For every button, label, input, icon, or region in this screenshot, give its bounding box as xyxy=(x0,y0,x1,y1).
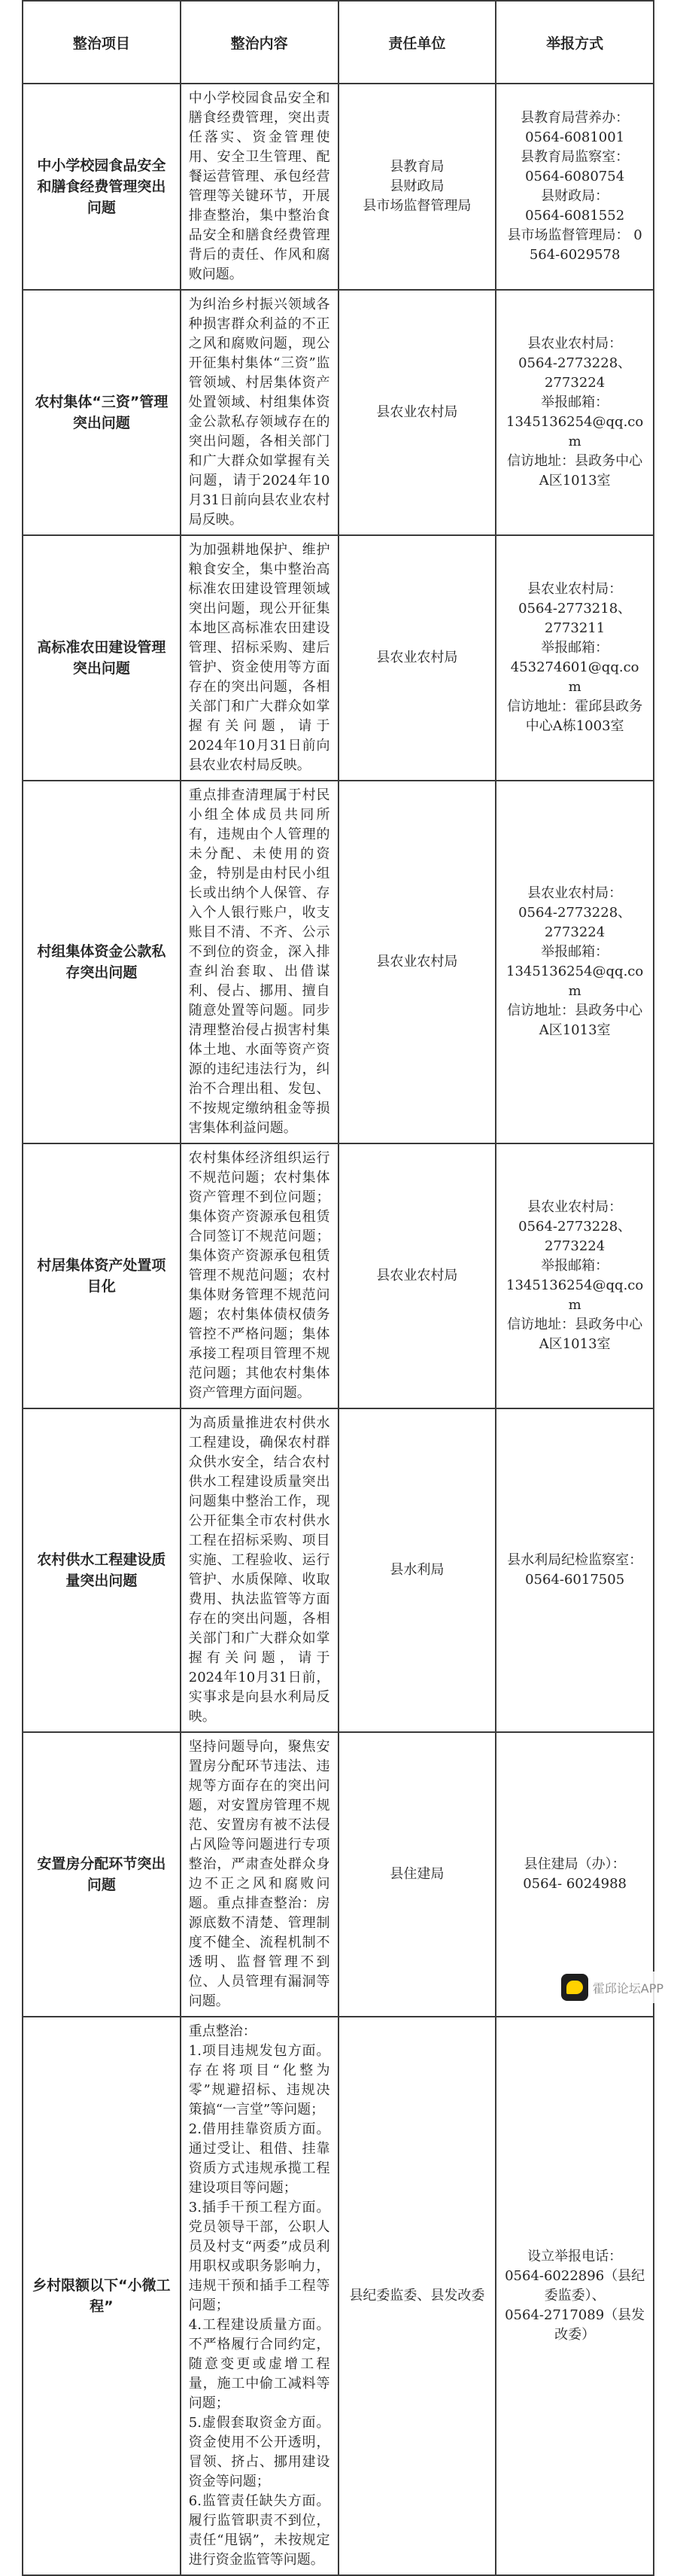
unit-line: 县农业农村局 xyxy=(376,1268,458,1283)
content-paragraph: 1.项目违规发包方面。存在将项目“化整为零”规避招标、违规决策搞“一言堂”等问题； xyxy=(188,2043,330,2118)
row-report-method xyxy=(496,2017,654,2575)
table-row xyxy=(23,535,654,781)
row-report-method xyxy=(496,781,654,1143)
unit-line: 县纪委监委、县发改委 xyxy=(349,2288,485,2303)
content-paragraph: 农村集体经济组织运行不规范问题；农村集体资产管理不到位问题；集体资产资源承包租赁合同签订不规范问题；集体资产资源承包租赁管理不规范问题；农村集体财务管理不规范问题；农村集体债权债务管控不严格问题；集体承接工程项目管理不规范问题；其他农村集体资产管理方面问题。 xyxy=(188,1150,330,1401)
report-line: 县水利局纪检监察室： xyxy=(507,1552,643,1568)
report-line: 0564-2773228、 xyxy=(518,905,632,921)
report-line: 举报邮箱： xyxy=(541,944,609,960)
report-line: 县农业农村局： xyxy=(527,336,623,352)
content-paragraph: 为加强耕地保护、维护粮食安全，集中整治高标准农田建设管理领域突出问题，现公开征集本地区高标准农田建设管理、招标采购、建后管护、资金使用等方面存在的突出问题，各相关部门和广大群众如掌握有关问题，请于2024年10月31日前向县农业农村局反映。 xyxy=(188,542,330,773)
row-item-name: 高标准农田建设管理突出问题 xyxy=(23,535,181,781)
content-paragraph: 4.工程建设质量方面。不严格履行合同约定，随意变更或虚增工程量，施工中偷工减料等问题； xyxy=(188,2317,330,2411)
row-responsible-unit xyxy=(339,781,496,1143)
report-line: 0564-2773228、 xyxy=(518,355,632,371)
row-item-name: 村组集体资金公款私存突出问题 xyxy=(23,781,181,1143)
row-item-name: 安置房分配环节突出问题 xyxy=(23,1732,181,2017)
report-line: 举报邮箱： xyxy=(541,1258,609,1274)
content-paragraph: 重点整治： xyxy=(188,2023,257,2039)
table-row xyxy=(23,290,654,535)
row-content xyxy=(181,2017,339,2575)
report-line: 0564- 6024988 xyxy=(523,1876,627,1892)
row-responsible-unit xyxy=(339,84,496,290)
row-responsible-unit xyxy=(339,535,496,781)
row-responsible-unit xyxy=(339,1408,496,1732)
row-report-method xyxy=(496,84,654,290)
unit-line: 县农业农村局 xyxy=(376,404,458,420)
report-line: 县财政局： xyxy=(541,188,609,204)
report-line: 信访地址：县政务中心A区1013室 xyxy=(507,1003,643,1038)
content-paragraph: 2.借用挂靠资质方面。通过受让、租借、挂靠资质方式违规承揽工程建设项目等问题； xyxy=(188,2121,330,2196)
report-line: 2773211 xyxy=(545,620,606,636)
report-line: 信访地址：霍邱县政务中心A栋1003室 xyxy=(507,699,643,734)
row-item-name: 乡村限额以下“小微工程” xyxy=(23,2017,181,2575)
content-paragraph: 3.插手干预工程方面。党员领导干部，公职人员及村支“两委”成员利用职权或职务影响力，违规干预和插手工程等问题； xyxy=(188,2200,330,2313)
report-line: 县教育局营养办： xyxy=(521,110,630,126)
report-line: 县市场监督管理局： 0564-6029578 xyxy=(507,227,642,263)
row-report-method xyxy=(496,290,654,535)
app-watermark xyxy=(557,1972,668,2003)
report-line: 2773224 xyxy=(545,1238,606,1254)
table-body xyxy=(23,84,654,2575)
report-line: 县教育局监察室： xyxy=(521,149,630,165)
table-row xyxy=(23,781,654,1143)
report-line: 1345136254@qq.com xyxy=(506,414,644,449)
report-line: 2773224 xyxy=(545,375,606,391)
report-line: 0564-2717089（县发改委） xyxy=(505,2307,645,2343)
unit-line: 县水利局 xyxy=(390,1562,445,1578)
report-line: 0564-6081552 xyxy=(525,208,625,224)
content-paragraph: 6.监管责任缺失方面。履行监管职责不到位，责任“甩锅”，未按规定进行资金监管等问题。 xyxy=(188,2493,330,2568)
content-paragraph: 5.虚假套取资金方面。资金使用不公开透明，冒领、挤占、挪用建设资金等问题； xyxy=(188,2415,330,2489)
report-line: 设立举报电话： xyxy=(527,2249,623,2264)
row-item-name: 中小学校园食品安全和膳食经费管理突出问题 xyxy=(23,84,181,290)
table-row xyxy=(23,1408,654,1732)
header-item: 整治项目 xyxy=(23,1,181,84)
unit-line: 县农业农村局 xyxy=(376,650,458,665)
unit-line: 县教育局 xyxy=(390,159,445,175)
row-report-method xyxy=(496,1143,654,1408)
table-row xyxy=(23,1143,654,1408)
report-line: 0564-6017505 xyxy=(525,1572,625,1588)
report-line: 信访地址：县政务中心A区1013室 xyxy=(507,1317,643,1352)
row-content xyxy=(181,1732,339,2017)
report-line: 2773224 xyxy=(545,924,606,940)
content-paragraph: 坚持问题导向，聚焦安置房分配环节违法、违规等方面存在的突出问题，对安置房管理不规范、安置房有被不法侵占风险等问题进行专项整治，严肃查处群众身边不正之风和腐败问题。重点排查整治：房源底数不清楚、管理制度不健全、流程机制不透明、监督管理不到位、人员管理有漏洞等问题。 xyxy=(188,1739,330,2009)
row-content xyxy=(181,535,339,781)
content-paragraph: 为高质量推进农村供水工程建设，确保农村群众供水安全，结合农村供水工程建设质量突出问题集中整治工作，现公开征集全市农村供水工程在招标采购、项目实施、工程验收、运行管护、水质保障、收取费用、执法监管等方面存在的突出问题，各相关部门和广大群众如掌握有关问题，请于2024年10月31日前，实事求是向县水利局反映。 xyxy=(188,1415,330,1725)
row-content xyxy=(181,1408,339,1732)
watermark-text: 霍邱论坛APP xyxy=(592,1981,663,1996)
table-row xyxy=(23,84,654,290)
header-content: 整治内容 xyxy=(181,1,339,84)
row-report-method xyxy=(496,1408,654,1732)
row-item-name: 村居集体资产处置项目化 xyxy=(23,1143,181,1408)
header-unit: 责任单位 xyxy=(339,1,496,84)
report-line: 1345136254@qq.com xyxy=(506,964,644,999)
row-content xyxy=(181,290,339,535)
content-paragraph: 重点排查清理属于村民小组全体成员共同所有，违规由个人管理的未分配、未使用的资金，特别是由村民小组长或出纳个人保管、存入个人银行账户，收支账目不清、不齐、公示不到位的资金，深入排查纠治套取、出借谋利、侵占、挪用、擅自随意处置等问题。同步清理整治侵占损害村集体土地、水面等资产资源的违纪违法行为，纠治不合理出租、发包、不按规定缴纳租金等损害集体利益问题。 xyxy=(188,787,330,1136)
row-responsible-unit xyxy=(339,290,496,535)
report-line: 县农业农村局： xyxy=(527,885,623,901)
header-report: 举报方式 xyxy=(496,1,654,84)
row-item-name: 农村集体“三资”管理突出问题 xyxy=(23,290,181,535)
row-report-method xyxy=(496,535,654,781)
row-content xyxy=(181,781,339,1143)
report-line: 县农业农村局： xyxy=(527,1199,623,1215)
rectification-table xyxy=(22,0,654,2576)
content-paragraph: 为纠治乡村振兴领域各种损害群众利益的不正之风和腐败问题，现公开征集村集体“三资”监管领域、村居集体资产处置领域、村组集体资金公款私存领域存在的突出问题，各相关部门和广大群众如掌握有关问题，请于2024年10月31日前向县农业农村局反映。 xyxy=(188,297,330,528)
report-line: 0564-6022896（县纪委监委）、 xyxy=(505,2268,645,2303)
unit-line: 县住建局 xyxy=(390,1866,445,1882)
row-content xyxy=(181,84,339,290)
unit-line: 县农业农村局 xyxy=(376,954,458,970)
report-line: 453274601@qq.com xyxy=(510,659,639,695)
table-header-row xyxy=(23,1,654,84)
report-line: 举报邮箱： xyxy=(541,640,609,656)
report-line: 0564-2773218、 xyxy=(518,601,632,617)
row-responsible-unit xyxy=(339,1143,496,1408)
row-item-name: 农村供水工程建设质量突出问题 xyxy=(23,1408,181,1732)
table-row xyxy=(23,2017,654,2575)
row-content xyxy=(181,1143,339,1408)
row-responsible-unit xyxy=(339,2017,496,2575)
chat-bubble-icon xyxy=(561,1974,588,2001)
report-line: 举报邮箱： xyxy=(541,394,609,410)
report-line: 0564-2773228、 xyxy=(518,1219,632,1235)
report-line: 0564-6080754 xyxy=(525,169,625,184)
report-line: 1345136254@qq.com xyxy=(506,1277,644,1313)
report-line: 县农业农村局： xyxy=(527,581,623,597)
report-line: 县住建局（办）： xyxy=(524,1856,626,1872)
report-line: 0564-6081001 xyxy=(525,129,625,145)
row-responsible-unit xyxy=(339,1732,496,2017)
report-line: 信访地址：县政务中心A区1013室 xyxy=(507,453,643,489)
content-paragraph: 中小学校园食品安全和膳食经费管理，突出责任落实、资金管理使用、安全卫生管理、配餐运营管理、承包经营管理等关键环节，开展排查整治，集中整治食品安全和膳食经费管理背后的责任、作风和腐败问题。 xyxy=(188,90,330,282)
unit-line: 县财政局 xyxy=(390,178,445,194)
unit-line: 县市场监督管理局 xyxy=(363,198,472,214)
